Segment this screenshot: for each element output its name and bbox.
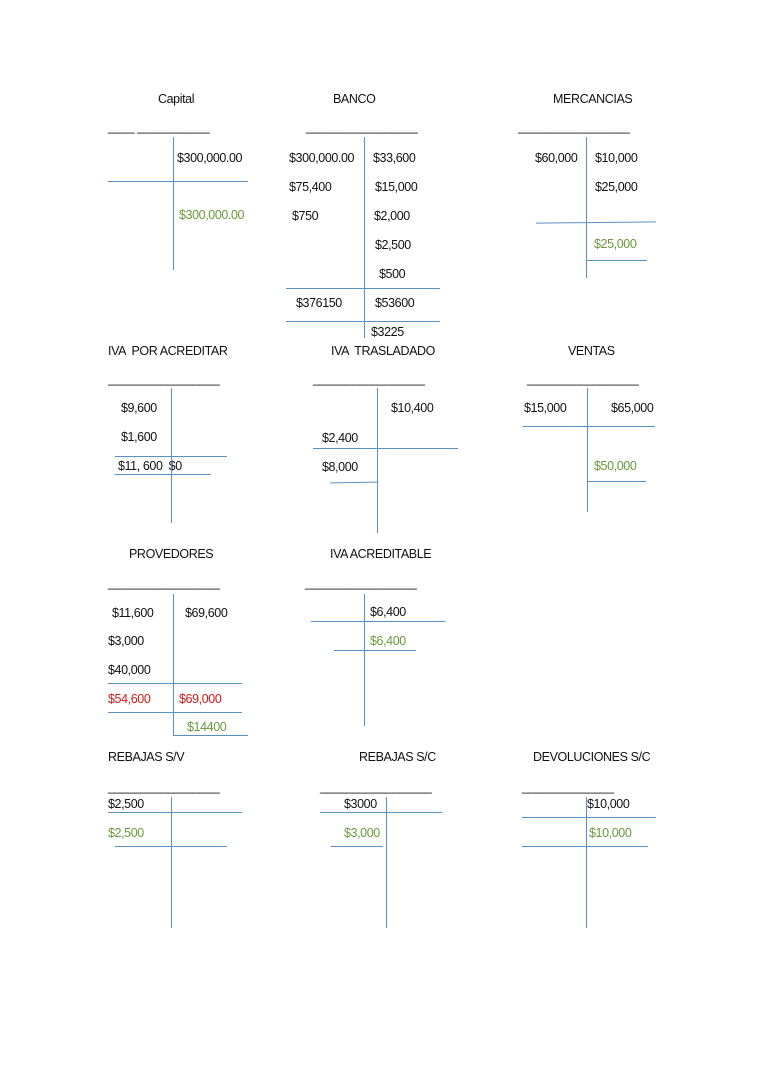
account-axis [386, 797, 387, 928]
account-title: BANCO [333, 92, 376, 106]
debit-entry: $40,000 [108, 663, 151, 677]
account-divider [108, 812, 242, 813]
account-divider [313, 448, 458, 449]
credit-entry: $25,000 [595, 180, 638, 194]
credit-entry: $33,600 [373, 151, 416, 165]
account-balance: $14400 [187, 720, 227, 734]
account-divider [286, 321, 440, 322]
debit-total: $376150 [296, 296, 342, 310]
balance-underline [522, 846, 648, 847]
credit-balance: $300,000.00 [179, 208, 245, 222]
debit-total: $54,600 [108, 692, 151, 706]
account-balance: $10,000 [589, 826, 632, 840]
credit-entry: $500 [379, 267, 406, 281]
title-underline: _________________ [306, 120, 418, 134]
total-underline [108, 712, 242, 713]
account-title: REBAJAS S/C [359, 750, 436, 764]
balance-underline [174, 735, 248, 736]
title-underline: _________________ [527, 372, 639, 386]
credit-entry: $2,500 [375, 238, 411, 252]
account-axis [171, 797, 172, 928]
account-divider [320, 812, 442, 813]
account-divider [523, 426, 655, 427]
debit-entry: $11,600 [112, 606, 154, 620]
account-divider [522, 817, 656, 818]
account-balance: $2,500 [108, 826, 144, 840]
account-balance: $6,400 [370, 634, 406, 648]
account-axis [364, 137, 365, 338]
account-axis [173, 137, 174, 270]
account-divider [536, 221, 656, 223]
balance-underline [330, 482, 378, 484]
account-axis [377, 388, 378, 533]
account-title: PROVEDORES [129, 547, 214, 561]
title-underline: _________________ [305, 576, 417, 590]
debit-entry: $1,600 [121, 430, 157, 444]
account-title: MERCANCIAS [553, 92, 633, 106]
account-title: IVA ACREDITABLE [330, 547, 432, 561]
account-divider [311, 621, 445, 622]
account-axis [171, 388, 172, 523]
debit-entry: $3,000 [108, 634, 144, 648]
title-underline: _________________ [108, 372, 220, 386]
debit-entry: $8,000 [322, 460, 358, 474]
credit-entry: $300,000.00 [177, 151, 243, 165]
debit-entry: $3000 [344, 797, 377, 811]
account-balance: $50,000 [594, 459, 637, 473]
account-title: DEVOLUCIONES S/C [533, 750, 651, 764]
account-title: IVA POR ACREDITAR [108, 344, 228, 358]
credit-entry: $15,000 [375, 180, 418, 194]
title-underline: _________________ [108, 780, 220, 794]
credit-entry: $2,000 [374, 209, 410, 223]
account-title: REBAJAS S/V [108, 750, 185, 764]
account-divider [108, 181, 248, 182]
account-axis [173, 594, 174, 736]
account-title: VENTAS [568, 344, 615, 358]
title-underline: _________________ [320, 780, 432, 794]
credit-total: $53600 [375, 296, 415, 310]
debit-entry: $9,600 [121, 401, 157, 415]
title-underline: _________________ [518, 120, 630, 134]
debit-entry: $75,400 [289, 180, 332, 194]
debit-entry: $300,000.00 [289, 151, 355, 165]
total-underline [115, 474, 211, 475]
account-axis [364, 594, 365, 726]
balance-underline [588, 481, 646, 482]
credit-total: $69,000 [179, 692, 222, 706]
debit-entry: $750 [292, 209, 319, 223]
account-title: IVA TRASLADADO [331, 344, 435, 358]
debit-entry: $60,000 [535, 151, 578, 165]
credit-entry: $10,000 [595, 151, 638, 165]
title-underline: _________________ [313, 372, 425, 386]
credit-entry: $65,000 [611, 401, 654, 415]
credit-entry: $10,000 [587, 797, 630, 811]
title-underline: ____ ___________ [108, 120, 210, 134]
balance-underline [331, 846, 383, 847]
debit-entry: $15,000 [524, 401, 567, 415]
total-row: $11, 600 $0 [118, 459, 182, 473]
account-divider [286, 288, 440, 289]
account-balance: $25,000 [594, 237, 637, 251]
debit-entry: $2,500 [108, 797, 144, 811]
account-balance: $3225 [371, 325, 404, 339]
credit-entry: $10,400 [391, 401, 434, 415]
account-divider [108, 683, 242, 684]
title-underline: _________________ [108, 576, 220, 590]
title-underline: ______________ [522, 780, 614, 794]
account-axis [586, 137, 587, 278]
balance-underline [334, 650, 416, 651]
balance-underline [587, 260, 647, 261]
credit-entry: $69,600 [185, 606, 228, 620]
credit-entry: $6,400 [370, 605, 406, 619]
account-title: Capital [158, 92, 195, 106]
account-axis [587, 388, 588, 512]
account-balance: $3,000 [344, 826, 380, 840]
account-axis [586, 797, 587, 928]
debit-entry: $2,400 [322, 431, 358, 445]
